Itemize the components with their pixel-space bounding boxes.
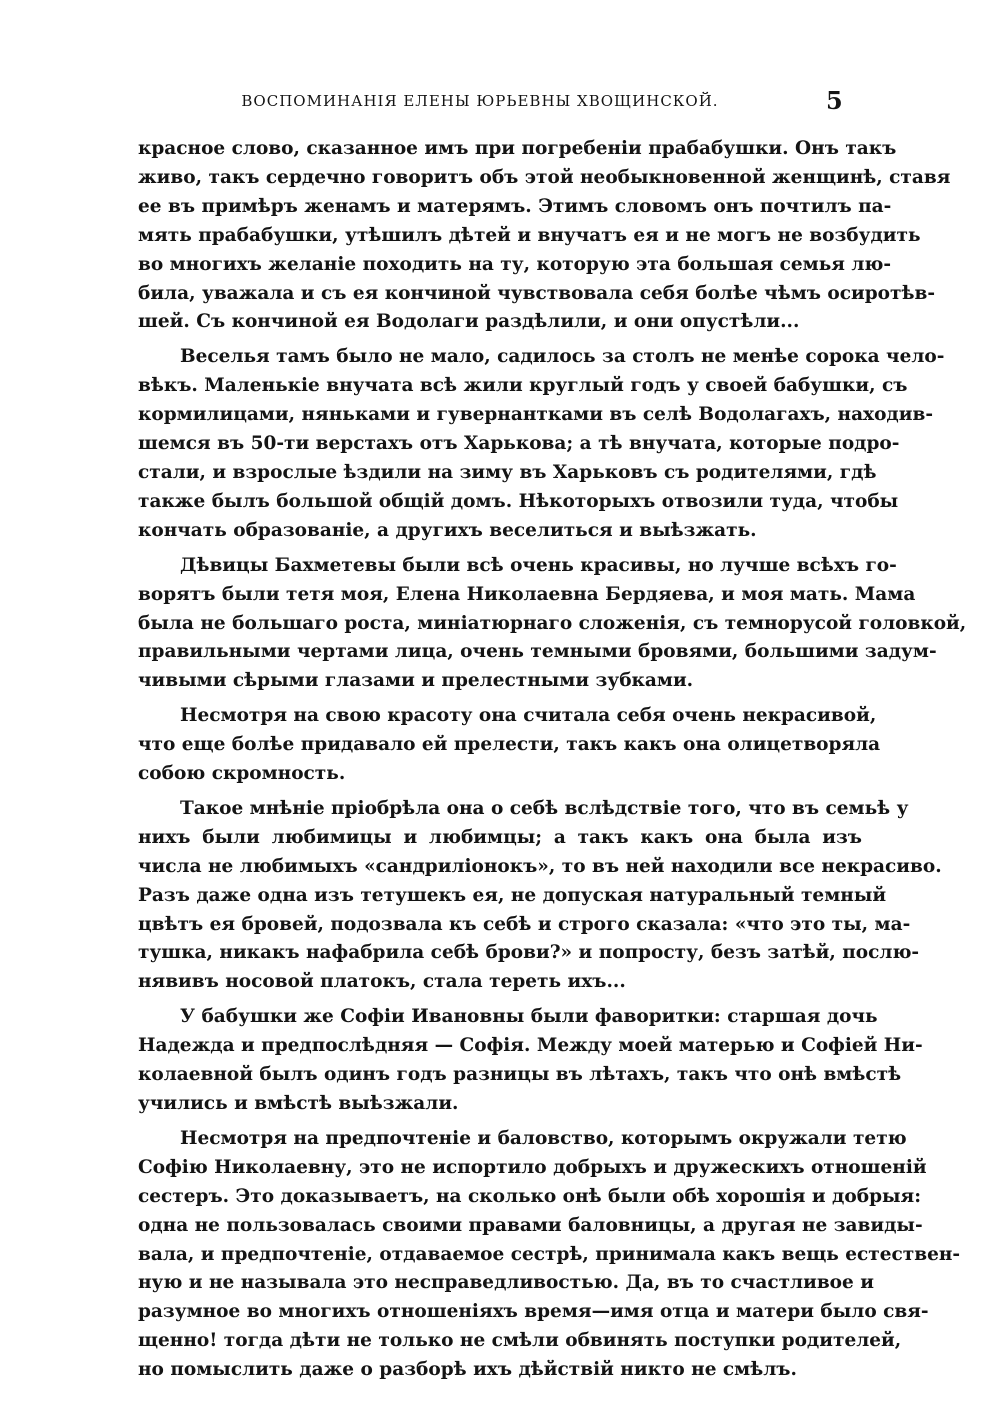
text-line: колаевной былъ одинъ годъ разницы въ лѣтахъ, такъ что онѣ вмѣстѣ: [138, 1064, 902, 1086]
text-line: стали, и взрослые ѣздили на зиму въ Харьковъ съ родителями, гдѣ: [138, 461, 877, 483]
text-line: вала, и предпочтеніе, отдаваемое сестрѣ, принимала какъ вещь естествен-: [138, 1243, 961, 1265]
body-text: [138, 135, 967, 1391]
text-line: нихъ были любимицы и любимцы; а такъ какъ она была изъ: [138, 826, 862, 848]
running-head: ВОСПОМИНАНІЯ ЕЛЕНЫ ЮРЬЕВНЫ ХВОЩИНСКОЙ.: [241, 92, 719, 110]
text-line: Дѣвицы Бахметевы были всѣ очень красивы, но лучше всѣхъ го-: [180, 554, 897, 576]
text-line: шемся въ 50-ти верстахъ отъ Харькова; а тѣ внучата, которые подро-: [138, 433, 900, 455]
text-line: Веселья тамъ было не мало, садилось за столъ не менѣе сорока чело-: [180, 346, 945, 368]
text-line: учились и вмѣстѣ выѣзжали.: [138, 1093, 459, 1114]
text-line: У бабушки же Софіи Ивановны были фаворитки: старшая дочь: [180, 1006, 878, 1028]
text-line: тушка, никакъ нафабрила себѣ брови?» и попросту, безъ затѣй, послю-: [138, 942, 920, 964]
text-line: кормилицами, няньками и гувернантками въ селѣ Водолагахъ, находив-: [138, 404, 934, 426]
text-line: ную и не называла это несправедливостью. Да, въ то счастливое и: [138, 1272, 874, 1294]
text-line: нявивъ носовой платокъ, стала тереть ихъ...: [138, 971, 626, 993]
text-line: правильными чертами лица, очень темными бровями, большими задум-: [138, 641, 937, 663]
text-line: цвѣтъ ея бровей, подозвала къ себѣ и строго сказала: «что это ты, ма-: [138, 913, 911, 935]
text-line: Несмотря на свою красоту она считала себя очень некрасивой,: [180, 705, 877, 727]
text-line: мять прабабушки, утѣшилъ дѣтей и внучатъ ея и не могъ не возбудить: [138, 224, 921, 246]
text-line: числа не любимыхъ «сандриліонокъ», то въ ней находили все некрасиво.: [138, 855, 942, 877]
text-line: Разъ даже одна изъ тетушекъ ея, не допуская натуральный темный: [138, 884, 887, 906]
paragraph: [138, 702, 881, 789]
text-line: Надежда и предпослѣдняя — Софія. Между моей матерью и Софіей Ни-: [138, 1035, 923, 1057]
text-line: вѣкъ. Маленькіе внучата всѣ жили круглый годъ у своей бабушки, съ: [138, 375, 908, 397]
text-line: била, уважала и съ ея кончиной чувствовала себя болѣе чѣмъ осиротѣв-: [138, 282, 936, 304]
text-line: шей. Съ кончиной ея Водолаги раздѣлили, и они опустѣли...: [138, 311, 800, 333]
text-line: ее въ примѣръ женамъ и матерямъ. Этимъ словомъ онъ почтилъ па-: [138, 195, 892, 217]
text-line: Несмотря на предпочтеніе и баловство, которымъ окружали тетю: [180, 1127, 907, 1149]
text-line: красное слово, сказанное имъ при погребеніи прабабушки. Онъ такъ: [138, 138, 897, 159]
text-line: что еще болѣе придавало ей прелести, такъ какъ она олицетворяла: [138, 734, 881, 756]
paragraph: [138, 552, 967, 697]
text-line: но помыслить даже о разборѣ ихъ дѣйствій никто не смѣлъ.: [138, 1359, 797, 1381]
paragraph: [138, 795, 942, 997]
paragraph: [138, 343, 945, 545]
text-line: кончать образованіе, а другихъ веселиться и выѣзжать.: [138, 519, 757, 541]
text-line: щенно! тогда дѣти не только не смѣли обвинять поступки родителей,: [138, 1330, 902, 1352]
paragraph: [138, 1003, 923, 1119]
text-line: во многихъ желаніе походить на ту, которую эта большая семья лю-: [138, 253, 892, 275]
text-line: разумное во многихъ отношеніяхъ время—имя отца и матери было свя-: [138, 1301, 929, 1323]
text-line: чивыми сѣрыми глазами и прелестными зубками.: [138, 670, 694, 692]
text-line: Такое мнѣніе пріобрѣла она о себѣ вслѣдствіе того, что въ семьѣ у: [180, 797, 909, 819]
text-line: собою скромность.: [138, 763, 346, 785]
text-line: сестеръ. Это доказываетъ, на сколько онѣ были обѣ хорошія и добрыя:: [138, 1185, 922, 1207]
page-number: 5: [826, 86, 843, 115]
paragraph: [138, 135, 951, 337]
text-line: также былъ большой общій домъ. Нѣкоторыхъ отвозили туда, чтобы: [138, 490, 899, 512]
text-line: одна не пользовалась своими правами баловницы, а другая не завиды-: [138, 1214, 923, 1236]
text-line: была не большаго роста, миніатюрнаго сложенія, съ темнорусой головкой,: [138, 612, 967, 634]
paragraph: [138, 1125, 961, 1385]
text-line: Софію Николаевну, это не испортило добрыхъ и дружескихъ отношеній: [138, 1156, 927, 1178]
text-line: ворятъ были тетя моя, Елена Николаевна Бердяева, и моя мать. Мама: [138, 583, 916, 605]
text-line: живо, такъ сердечно говоритъ объ этой необыкновенной женщинѣ, ставя: [138, 166, 951, 188]
